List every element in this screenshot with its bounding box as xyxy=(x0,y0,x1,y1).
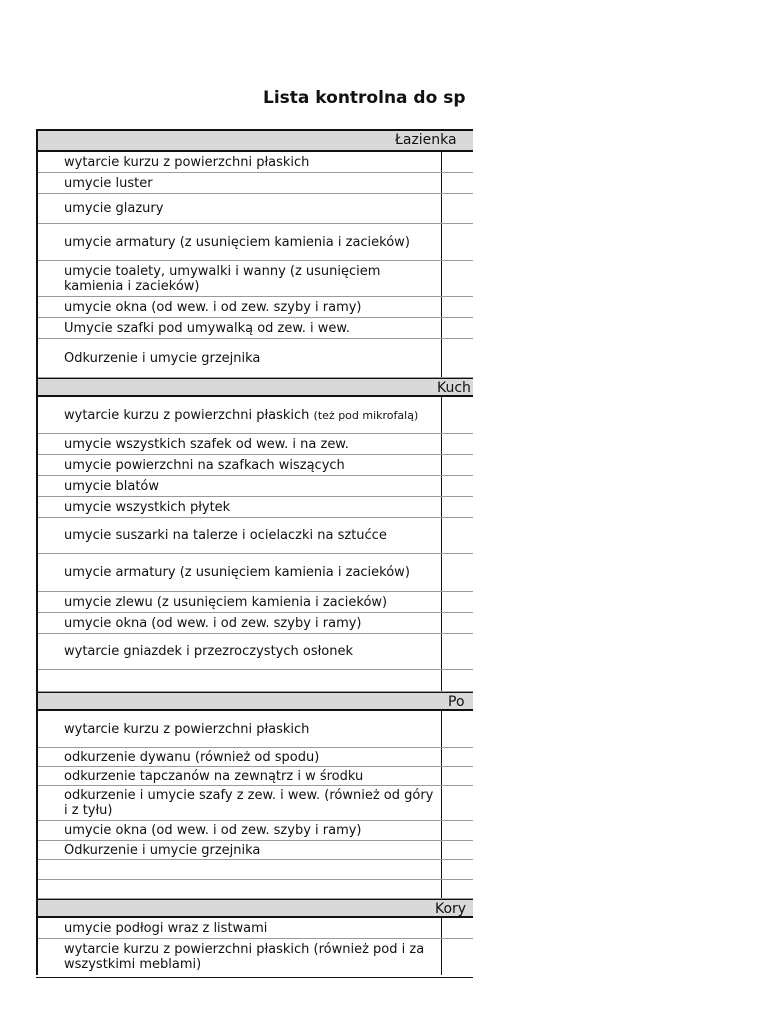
checkbox-cell[interactable] xyxy=(442,318,473,338)
checkbox-cell[interactable] xyxy=(442,554,473,591)
table-row xyxy=(38,939,473,975)
task-text: umycie armatury (z usunięciem kamienia i zacieków) xyxy=(38,554,442,591)
table-row xyxy=(38,434,473,455)
page-title: Lista kontrolna do sp xyxy=(263,88,466,108)
table-row xyxy=(38,670,473,692)
section-header-pokoj xyxy=(38,692,473,711)
task-text: umycie suszarki na talerze i ocielaczki na sztućce xyxy=(38,518,442,553)
checkbox-cell[interactable] xyxy=(442,434,473,454)
task-note: (też pod mikrofalą) xyxy=(313,408,419,422)
checkbox-cell[interactable] xyxy=(442,455,473,475)
section-label: Kory xyxy=(435,901,467,917)
checkbox-cell[interactable] xyxy=(442,173,473,193)
checkbox-cell[interactable] xyxy=(442,297,473,317)
checkbox-cell[interactable] xyxy=(442,860,473,879)
checkbox-cell[interactable] xyxy=(442,634,473,669)
checkbox-cell[interactable] xyxy=(442,748,473,766)
task-text: umycie glazury xyxy=(38,194,442,223)
checkbox-cell[interactable] xyxy=(442,476,473,496)
checkbox-cell[interactable] xyxy=(442,939,473,975)
checkbox-cell[interactable] xyxy=(442,152,473,172)
table-row xyxy=(38,592,473,613)
section-header-korytarz xyxy=(38,899,473,918)
table-row xyxy=(38,748,473,767)
checkbox-cell[interactable] xyxy=(442,339,473,377)
task-text: odkurzenie i umycie szafy z zew. i wew. (również od góry i z tyłu) xyxy=(38,786,442,820)
task-text: umycie podłogi wraz z listwami xyxy=(38,918,442,938)
table-row xyxy=(38,497,473,518)
table-row xyxy=(38,841,473,860)
checkbox-cell[interactable] xyxy=(442,841,473,859)
task-text: umycie wszystkich płytek xyxy=(38,497,442,517)
table-row xyxy=(38,821,473,841)
checkbox-cell[interactable] xyxy=(442,224,473,260)
table-row xyxy=(38,767,473,786)
task-text: umycie luster xyxy=(38,173,442,193)
task-text: umycie okna (od wew. i od zew. szyby i ramy) xyxy=(38,613,442,633)
checkbox-cell[interactable] xyxy=(442,613,473,633)
task-text-main: wytarcie kurzu z powierzchni płaskich xyxy=(64,407,310,423)
table-row xyxy=(38,880,473,899)
task-text: wytarcie kurzu z powierzchni płaskich xyxy=(38,152,442,172)
table-row xyxy=(38,224,473,261)
task-text: odkurzenie tapczanów na zewnątrz i w środku xyxy=(38,767,442,785)
task-text: umycie toalety, umywalki i wanny (z usunięciem kamienia i zacieków) xyxy=(38,261,442,296)
task-text xyxy=(38,880,442,898)
table-row xyxy=(38,339,473,378)
checkbox-cell[interactable] xyxy=(442,397,473,433)
section-label: Łazienka xyxy=(395,132,457,148)
checkbox-cell[interactable] xyxy=(442,670,473,691)
table-row xyxy=(38,634,473,670)
table-row xyxy=(38,455,473,476)
checkbox-cell[interactable] xyxy=(442,767,473,785)
task-text: Odkurzenie i umycie grzejnika xyxy=(38,339,442,377)
table-row xyxy=(38,554,473,592)
checkbox-cell[interactable] xyxy=(442,497,473,517)
task-text: Umycie szafki pod umywalką od zew. i wew. xyxy=(38,318,442,338)
checkbox-cell[interactable] xyxy=(442,592,473,612)
checkbox-cell[interactable] xyxy=(442,194,473,223)
table-row xyxy=(38,173,473,194)
checkbox-cell[interactable] xyxy=(442,821,473,840)
table-row xyxy=(38,613,473,634)
checkbox-cell[interactable] xyxy=(442,786,473,820)
task-text: umycie powierzchni na szafkach wiszących xyxy=(38,455,442,475)
task-text: umycie blatów xyxy=(38,476,442,496)
task-text: umycie zlewu (z usunięciem kamienia i zacieków) xyxy=(38,592,442,612)
checkbox-cell[interactable] xyxy=(442,880,473,898)
task-text xyxy=(38,670,442,691)
task-text: umycie okna (od wew. i od zew. szyby i ramy) xyxy=(38,297,442,317)
table-row xyxy=(38,397,473,434)
checkbox-cell[interactable] xyxy=(442,711,473,747)
section-label: Kuch xyxy=(437,380,471,396)
task-text: umycie wszystkich szafek od wew. i na zew. xyxy=(38,434,442,454)
checkbox-cell[interactable] xyxy=(442,518,473,553)
task-text: wytarcie kurzu z powierzchni płaskich (również pod i za wszystkimi meblami) xyxy=(38,939,442,975)
task-text xyxy=(38,397,442,433)
checkbox-cell[interactable] xyxy=(442,918,473,938)
table-row xyxy=(38,711,473,748)
task-text: Odkurzenie i umycie grzejnika xyxy=(38,841,442,859)
task-text: wytarcie kurzu z powierzchni płaskich xyxy=(38,711,442,747)
task-text xyxy=(38,860,442,879)
table-bottom-border xyxy=(36,977,473,978)
table-row xyxy=(38,152,473,173)
section-header-kuchnia xyxy=(38,378,473,397)
checkbox-cell[interactable] xyxy=(442,261,473,296)
table-row xyxy=(38,297,473,318)
checklist-table xyxy=(36,129,473,975)
task-text: umycie armatury (z usunięciem kamienia i zacieków) xyxy=(38,224,442,260)
table-row xyxy=(38,918,473,939)
table-row xyxy=(38,261,473,297)
task-text: wytarcie gniazdek i przezroczystych osłonek xyxy=(38,634,442,669)
table-row xyxy=(38,786,473,821)
table-row xyxy=(38,518,473,554)
section-header-lazienka xyxy=(38,131,473,152)
task-text: umycie okna (od wew. i od zew. szyby i ramy) xyxy=(38,821,442,840)
section-label: Po xyxy=(448,694,465,710)
table-row xyxy=(38,194,473,224)
task-text: odkurzenie dywanu (również od spodu) xyxy=(38,748,442,766)
table-row xyxy=(38,318,473,339)
table-row xyxy=(38,860,473,880)
table-row xyxy=(38,476,473,497)
